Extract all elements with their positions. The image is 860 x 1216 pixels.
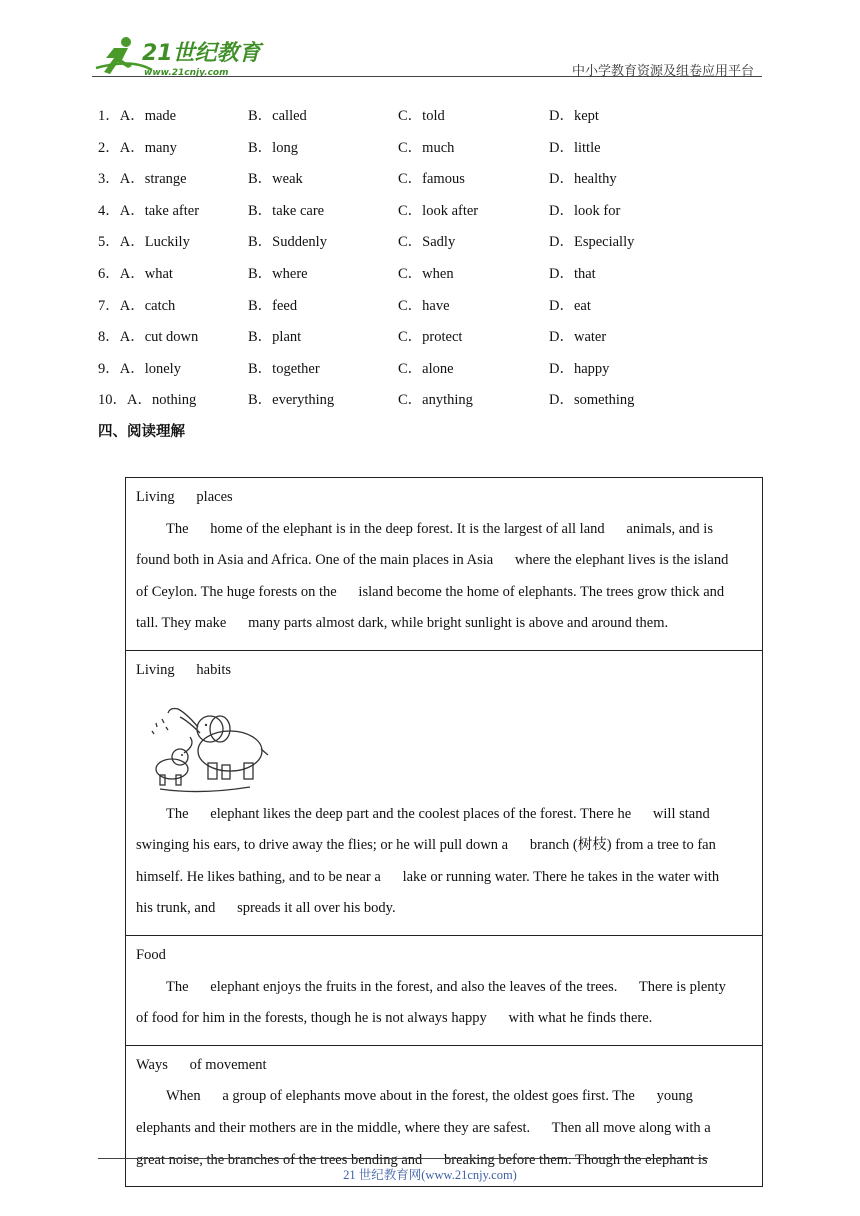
passage-line: of food for him in the forests, though he is not always happy with what he finds there. [136,1010,653,1027]
option-d: D．kept [549,108,599,124]
option-d: D．look for [549,202,621,219]
cell-heading: Living habits [136,661,232,678]
option-d: D．water [549,329,607,346]
option-row [98,321,758,353]
option-b: B．Suddenly [248,234,327,251]
passage-line: his trunk, and spreads it all over his body. [136,900,396,917]
section-title: 四、阅读理解 [98,424,185,440]
option-a: 9．A．lonely [98,360,181,377]
option-c: C．anything [398,392,473,409]
cell-heading: Food [136,946,166,963]
passage-line: found both in Asia and Africa. One of the main places in Asia where the elephant lives is the island [136,552,729,569]
cell-heading: Living places [136,489,233,505]
svg-text:21世纪教育: 21世纪教育 [142,41,261,66]
passage-line: tall. They make many parts almost dark, while bright sunlight is above and around them. [136,615,669,632]
option-row [98,226,758,258]
option-c: C．Sadly [398,234,456,251]
option-b: B．everything [248,392,335,409]
passage-line: of Ceylon. The huge forests on the island become the home of elephants. The trees grow thick and [136,583,725,600]
passage-table [125,477,763,1187]
page-footer: 21 世纪教育网(www.21cnjy.com) [343,1168,517,1182]
option-d: D．that [549,265,596,282]
option-c: C．protect [398,329,463,346]
option-b: B．long [248,139,298,156]
option-a: 2．A．many [98,139,177,156]
option-row [98,258,758,290]
option-row [98,353,758,385]
option-c: C．alone [398,360,454,377]
option-d: D．little [549,139,601,156]
option-c: C．look after [398,202,479,219]
svg-text:www.21cnjy.com: www.21cnjy.com [144,68,229,78]
option-row [98,132,758,164]
living-places-cell [126,478,762,651]
option-a: 7．A．catch [98,297,176,314]
passage-line: The elephant likes the deep part and the coolest places of the forest. There he will stand [166,805,710,822]
option-d: D．happy [549,360,610,377]
option-d: D．healthy [549,171,617,188]
option-c: C．famous [398,171,465,188]
option-b: B．together [248,360,320,377]
food-cell [126,936,762,1046]
option-row [98,195,758,227]
option-d: D．Especially [549,234,635,251]
living-habits-cell [126,651,762,936]
option-b: B．plant [248,329,302,346]
option-a: 5．A．Luckily [98,234,190,251]
option-row [98,163,758,195]
platform-name: 中小学教育资源及组卷应用平台 [571,64,754,79]
cell-heading: Ways of movement [136,1056,267,1073]
page-header [92,30,764,80]
footer-divider [98,1158,708,1159]
passage-line: swinging his ears, to drive away the flies; or he will pull down a branch (树枝) from a tree to fan [136,837,716,854]
header-divider [92,76,762,77]
option-row [98,100,758,132]
elephants-icon [140,691,270,795]
option-a: 10．A．nothing [98,392,197,409]
option-b: B．take care [248,202,325,219]
option-a: 1．A．made [98,108,177,124]
option-b: B．called [248,108,307,124]
answer-options [98,100,758,416]
runner-logo-icon [92,34,292,78]
passage-line: The elephant enjoys the fruits in the forest, and also the leaves of the trees. There is plenty [166,978,726,995]
option-c: C．have [398,297,450,314]
option-b: B．weak [248,171,303,188]
site-logo [92,34,292,78]
passage-line: great noise, the branches of the trees bending and breaking before them. Though the elephant is [136,1151,708,1168]
passage-line: elephants and their mothers are in the middle, where they are safest. Then all move along with a [136,1119,711,1136]
passage-line: When a group of elephants move about in the forest, the oldest goes first. The young [166,1088,693,1105]
option-c: C．told [398,108,445,124]
option-row [98,290,758,322]
option-a: 8．A．cut down [98,329,199,346]
option-d: D．something [549,392,635,409]
option-a: 6．A．what [98,265,173,282]
passage-line: himself. He likes bathing, and to be near a lake or running water. There he takes in the water with [136,868,720,885]
elephant-illustration [136,691,753,803]
option-row [98,384,758,416]
option-d: D．eat [549,297,591,314]
option-c: C．when [398,265,454,282]
option-c: C．much [398,139,455,156]
option-b: B．feed [248,297,298,314]
option-a: 4．A．take after [98,202,200,219]
option-a: 3．A．strange [98,171,187,188]
passage-line: The home of the elephant is in the deep forest. It is the largest of all land animals, and is [166,520,713,537]
option-b: B．where [248,265,308,282]
